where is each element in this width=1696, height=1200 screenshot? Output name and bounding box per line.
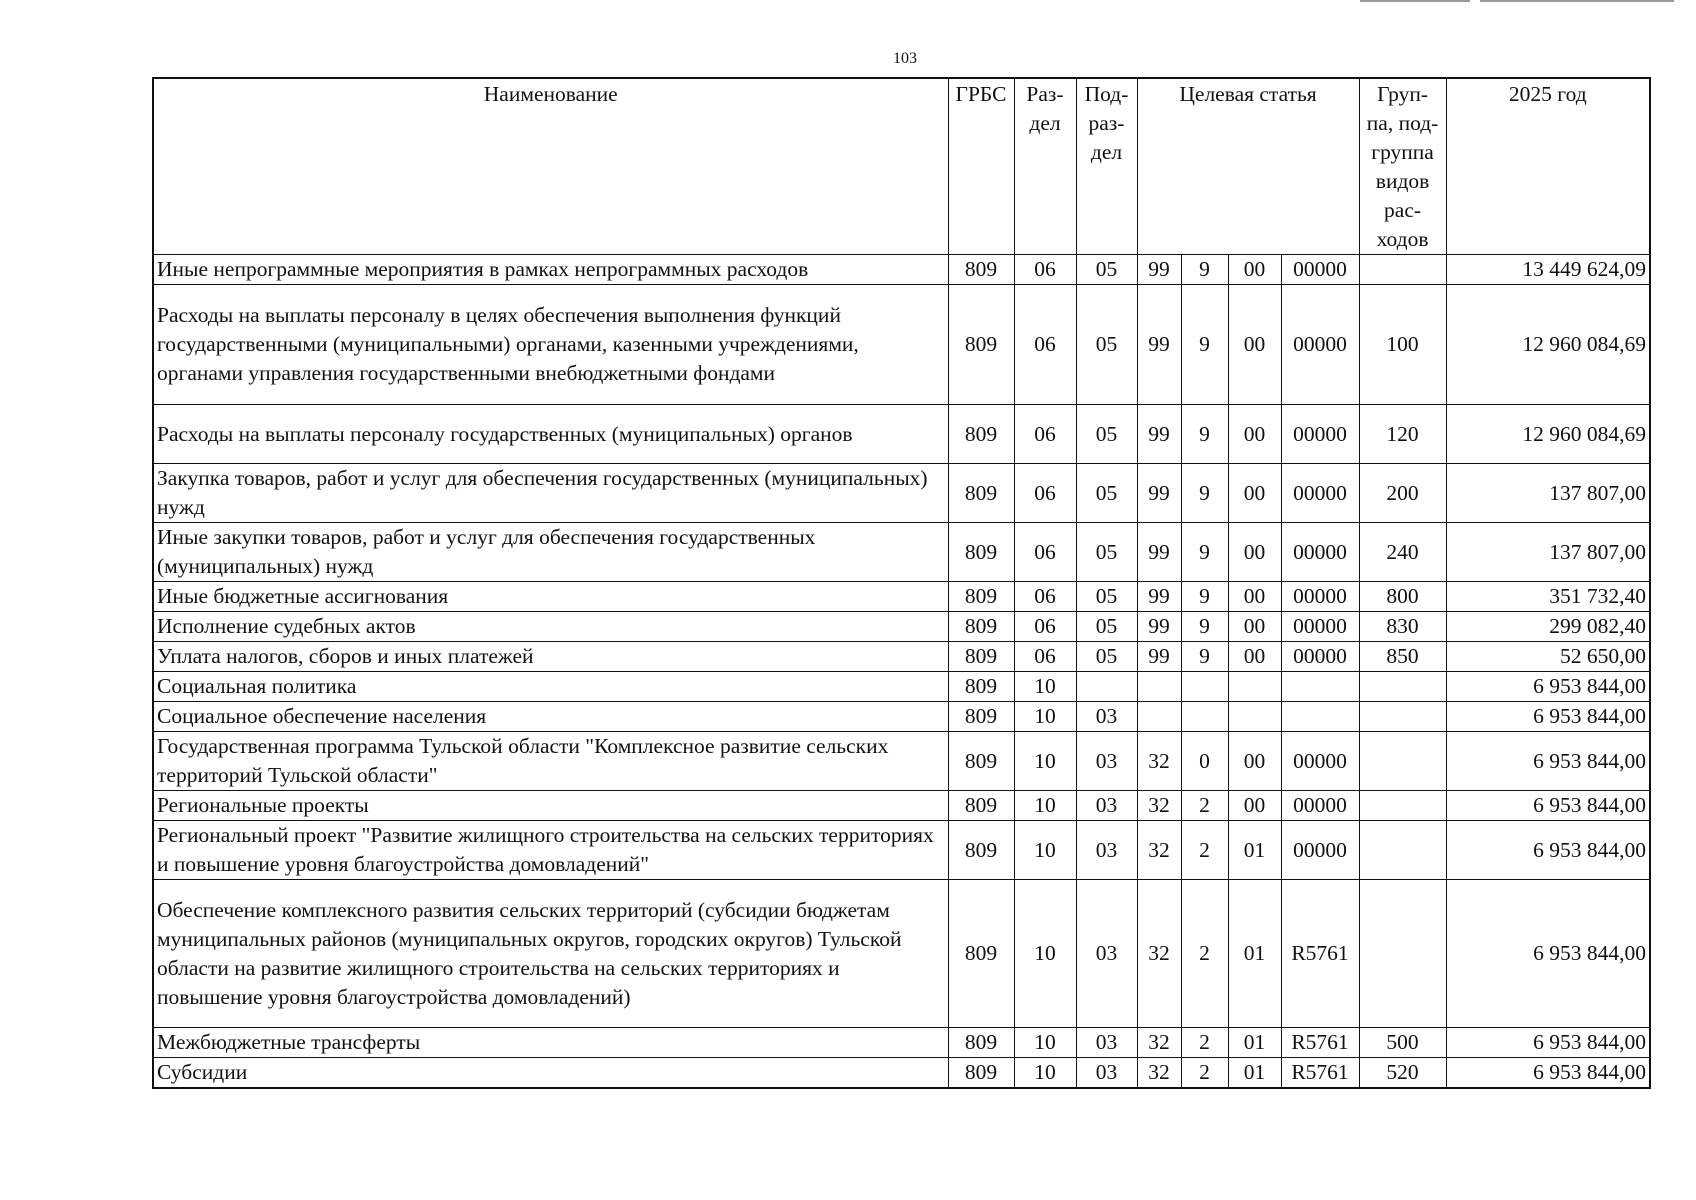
cell-amount: 6 953 844,00 [1446, 791, 1650, 821]
cell-grbs: 809 [948, 1028, 1014, 1058]
cell-target-program: 32 [1137, 880, 1181, 1028]
cell-target-subprogram: 2 [1181, 791, 1228, 821]
cell-grbs: 809 [948, 642, 1014, 672]
cell-grbs: 809 [948, 523, 1014, 582]
cell-name: Уплата налогов, сборов и иных платежей [153, 642, 948, 672]
cell-section: 10 [1014, 672, 1076, 702]
header-expense-group: Груп- па, под- группа видов рас- ходов [1359, 78, 1446, 255]
cell-target-event: 00 [1228, 405, 1281, 464]
cell-name: Социальная политика [153, 672, 948, 702]
cell-target-event: 00 [1228, 612, 1281, 642]
cell-grbs: 809 [948, 1058, 1014, 1089]
page-number: 103 [893, 50, 917, 67]
table-row [153, 464, 1650, 523]
cell-subsection: 03 [1076, 1028, 1137, 1058]
cell-expense-group [1359, 791, 1446, 821]
table-row [153, 612, 1650, 642]
cell-target-event: 01 [1228, 821, 1281, 880]
table-row [153, 880, 1650, 1028]
header-section: Раз- дел [1014, 78, 1076, 255]
cell-amount: 299 082,40 [1446, 612, 1650, 642]
cell-target-direction: 00000 [1281, 612, 1359, 642]
table-row [153, 523, 1650, 582]
cell-grbs: 809 [948, 285, 1014, 405]
cell-target-program: 32 [1137, 1028, 1181, 1058]
cell-target-subprogram: 2 [1181, 1058, 1228, 1089]
cell-amount: 6 953 844,00 [1446, 1028, 1650, 1058]
cell-target-event: 00 [1228, 464, 1281, 523]
cell-section: 06 [1014, 464, 1076, 523]
cell-amount: 6 953 844,00 [1446, 1058, 1650, 1089]
header-year: 2025 год [1446, 78, 1650, 255]
cell-target-direction: 00000 [1281, 821, 1359, 880]
cell-target-direction: 00000 [1281, 732, 1359, 791]
cell-subsection [1076, 672, 1137, 702]
table-row [153, 702, 1650, 732]
cell-target-direction: 00000 [1281, 523, 1359, 582]
cell-grbs: 809 [948, 582, 1014, 612]
cell-grbs: 809 [948, 405, 1014, 464]
cell-target-event [1228, 672, 1281, 702]
cell-expense-group: 200 [1359, 464, 1446, 523]
cell-expense-group: 120 [1359, 405, 1446, 464]
cell-target-program: 99 [1137, 464, 1181, 523]
cell-target-program: 99 [1137, 582, 1181, 612]
cell-target-subprogram: 9 [1181, 405, 1228, 464]
cell-amount: 6 953 844,00 [1446, 672, 1650, 702]
cell-target-direction: 00000 [1281, 405, 1359, 464]
cell-target-program: 99 [1137, 642, 1181, 672]
cell-name: Региональные проекты [153, 791, 948, 821]
table-row [153, 405, 1650, 464]
cell-expense-group [1359, 732, 1446, 791]
cell-section: 10 [1014, 791, 1076, 821]
cell-target-event: 00 [1228, 582, 1281, 612]
cell-target-event: 01 [1228, 880, 1281, 1028]
cell-section: 10 [1014, 1058, 1076, 1089]
cell-target-event: 01 [1228, 1058, 1281, 1089]
cell-expense-group: 240 [1359, 523, 1446, 582]
cell-target-subprogram [1181, 672, 1228, 702]
cell-expense-group [1359, 821, 1446, 880]
cell-expense-group: 800 [1359, 582, 1446, 612]
cell-name: Закупка товаров, работ и услуг для обеспечения государственных (муниципальных) нужд [153, 464, 948, 523]
cell-expense-group: 520 [1359, 1058, 1446, 1089]
cell-amount: 137 807,00 [1446, 523, 1650, 582]
cell-expense-group [1359, 880, 1446, 1028]
cell-grbs: 809 [948, 732, 1014, 791]
cell-name: Социальное обеспечение населения [153, 702, 948, 732]
cell-section: 10 [1014, 702, 1076, 732]
cell-target-subprogram: 9 [1181, 464, 1228, 523]
table-row [153, 1028, 1650, 1058]
cell-target-direction: 00000 [1281, 464, 1359, 523]
cell-target-direction: R5761 [1281, 1058, 1359, 1089]
table-row [153, 642, 1650, 672]
cell-target-subprogram: 9 [1181, 523, 1228, 582]
cell-target-event: 00 [1228, 791, 1281, 821]
cell-section: 06 [1014, 582, 1076, 612]
cell-expense-group [1359, 255, 1446, 285]
cell-target-event: 00 [1228, 642, 1281, 672]
cell-name: Обеспечение комплексного развития сельских территорий (субсидии бюджетам муниципальных районов (муниципальных округов, городских округов) Тульской области на развитие жилищного строительства на сельских территориях и повышение уровня благоустройства домовладений) [153, 880, 948, 1028]
cell-subsection: 05 [1076, 255, 1137, 285]
cell-target-subprogram: 0 [1181, 732, 1228, 791]
cell-target-direction: 00000 [1281, 642, 1359, 672]
cell-subsection: 05 [1076, 612, 1137, 642]
table-body [153, 255, 1650, 1089]
cell-name: Исполнение судебных актов [153, 612, 948, 642]
cell-subsection: 05 [1076, 582, 1137, 612]
cell-grbs: 809 [948, 821, 1014, 880]
cell-subsection: 05 [1076, 464, 1137, 523]
cell-name: Иные бюджетные ассигнования [153, 582, 948, 612]
cell-expense-group: 100 [1359, 285, 1446, 405]
header-target-article: Целевая статья [1137, 78, 1359, 255]
cell-name: Региональный проект "Развитие жилищного строительства на сельских территориях и повышение уровня благоустройства домовладений" [153, 821, 948, 880]
cell-target-program: 99 [1137, 285, 1181, 405]
header-subsection: Под- раз- дел [1076, 78, 1137, 255]
cell-name: Межбюджетные трансферты [153, 1028, 948, 1058]
cell-subsection: 05 [1076, 523, 1137, 582]
cell-amount: 351 732,40 [1446, 582, 1650, 612]
cell-section: 06 [1014, 642, 1076, 672]
cell-target-program [1137, 672, 1181, 702]
cell-name: Субсидии [153, 1058, 948, 1089]
cell-section: 10 [1014, 732, 1076, 791]
cell-section: 06 [1014, 523, 1076, 582]
cell-section: 06 [1014, 405, 1076, 464]
cell-target-subprogram: 9 [1181, 612, 1228, 642]
cell-subsection: 03 [1076, 791, 1137, 821]
cell-target-program: 99 [1137, 523, 1181, 582]
top-edge-line-left [1360, 0, 1470, 2]
cell-subsection: 05 [1076, 405, 1137, 464]
cell-subsection: 03 [1076, 732, 1137, 791]
table-row [153, 255, 1650, 285]
cell-amount: 13 449 624,09 [1446, 255, 1650, 285]
table-row [153, 821, 1650, 880]
cell-target-event: 00 [1228, 732, 1281, 791]
cell-target-program: 32 [1137, 732, 1181, 791]
cell-name: Государственная программа Тульской области "Комплексное развитие сельских территорий Тульской области" [153, 732, 948, 791]
cell-target-subprogram [1181, 702, 1228, 732]
cell-target-direction: R5761 [1281, 880, 1359, 1028]
cell-target-event: 01 [1228, 1028, 1281, 1058]
cell-name: Расходы на выплаты персоналу в целях обеспечения выполнения функций государственными (муниципальными) органами, казенными учреждениями, органами управления государственными внебюджетными фондами [153, 285, 948, 405]
cell-amount: 6 953 844,00 [1446, 821, 1650, 880]
cell-amount: 137 807,00 [1446, 464, 1650, 523]
top-edge-line-right [1480, 0, 1674, 2]
cell-amount: 52 650,00 [1446, 642, 1650, 672]
cell-target-direction: 00000 [1281, 791, 1359, 821]
table-row [153, 285, 1650, 405]
cell-target-program: 32 [1137, 791, 1181, 821]
cell-subsection: 03 [1076, 821, 1137, 880]
budget-table [152, 77, 1651, 1089]
cell-target-subprogram: 2 [1181, 821, 1228, 880]
cell-target-event: 00 [1228, 523, 1281, 582]
cell-target-subprogram: 2 [1181, 880, 1228, 1028]
cell-section: 10 [1014, 1028, 1076, 1058]
cell-subsection: 03 [1076, 1058, 1137, 1089]
cell-target-direction: 00000 [1281, 582, 1359, 612]
cell-target-direction: 00000 [1281, 255, 1359, 285]
cell-target-subprogram: 9 [1181, 642, 1228, 672]
header-grbs: ГРБС [948, 78, 1014, 255]
cell-subsection: 05 [1076, 285, 1137, 405]
header-name: Наименование [153, 78, 948, 255]
cell-subsection: 05 [1076, 642, 1137, 672]
cell-section: 06 [1014, 285, 1076, 405]
table-row [153, 1058, 1650, 1089]
table-row [153, 672, 1650, 702]
cell-amount: 12 960 084,69 [1446, 285, 1650, 405]
cell-target-program: 32 [1137, 1058, 1181, 1089]
cell-grbs: 809 [948, 612, 1014, 642]
cell-expense-group: 830 [1359, 612, 1446, 642]
cell-amount: 6 953 844,00 [1446, 880, 1650, 1028]
cell-section: 06 [1014, 612, 1076, 642]
cell-expense-group [1359, 702, 1446, 732]
cell-target-subprogram: 9 [1181, 285, 1228, 405]
cell-target-direction: R5761 [1281, 1028, 1359, 1058]
table-row [153, 732, 1650, 791]
cell-target-direction: 00000 [1281, 285, 1359, 405]
cell-target-program: 99 [1137, 405, 1181, 464]
cell-section: 10 [1014, 880, 1076, 1028]
cell-grbs: 809 [948, 464, 1014, 523]
cell-amount: 6 953 844,00 [1446, 732, 1650, 791]
cell-grbs: 809 [948, 791, 1014, 821]
cell-name: Иные закупки товаров, работ и услуг для обеспечения государственных (муниципальных) нужд [153, 523, 948, 582]
cell-expense-group: 500 [1359, 1028, 1446, 1058]
cell-target-event: 00 [1228, 255, 1281, 285]
table-row [153, 582, 1650, 612]
cell-section: 06 [1014, 255, 1076, 285]
cell-target-program: 99 [1137, 612, 1181, 642]
table-header-row [153, 78, 1650, 255]
cell-section: 10 [1014, 821, 1076, 880]
cell-subsection: 03 [1076, 702, 1137, 732]
cell-target-subprogram: 2 [1181, 1028, 1228, 1058]
cell-name: Расходы на выплаты персоналу государственных (муниципальных) органов [153, 405, 948, 464]
cell-target-program: 99 [1137, 255, 1181, 285]
cell-target-event: 00 [1228, 285, 1281, 405]
cell-amount: 6 953 844,00 [1446, 702, 1650, 732]
cell-target-direction [1281, 702, 1359, 732]
cell-target-direction [1281, 672, 1359, 702]
cell-subsection: 03 [1076, 880, 1137, 1028]
table-row [153, 791, 1650, 821]
cell-grbs: 809 [948, 880, 1014, 1028]
cell-target-subprogram: 9 [1181, 582, 1228, 612]
cell-target-subprogram: 9 [1181, 255, 1228, 285]
cell-expense-group [1359, 672, 1446, 702]
cell-target-program: 32 [1137, 821, 1181, 880]
cell-amount: 12 960 084,69 [1446, 405, 1650, 464]
cell-grbs: 809 [948, 702, 1014, 732]
cell-grbs: 809 [948, 255, 1014, 285]
cell-grbs: 809 [948, 672, 1014, 702]
cell-target-program [1137, 702, 1181, 732]
cell-target-event [1228, 702, 1281, 732]
cell-expense-group: 850 [1359, 642, 1446, 672]
cell-name: Иные непрограммные мероприятия в рамках непрограммных расходов [153, 255, 948, 285]
